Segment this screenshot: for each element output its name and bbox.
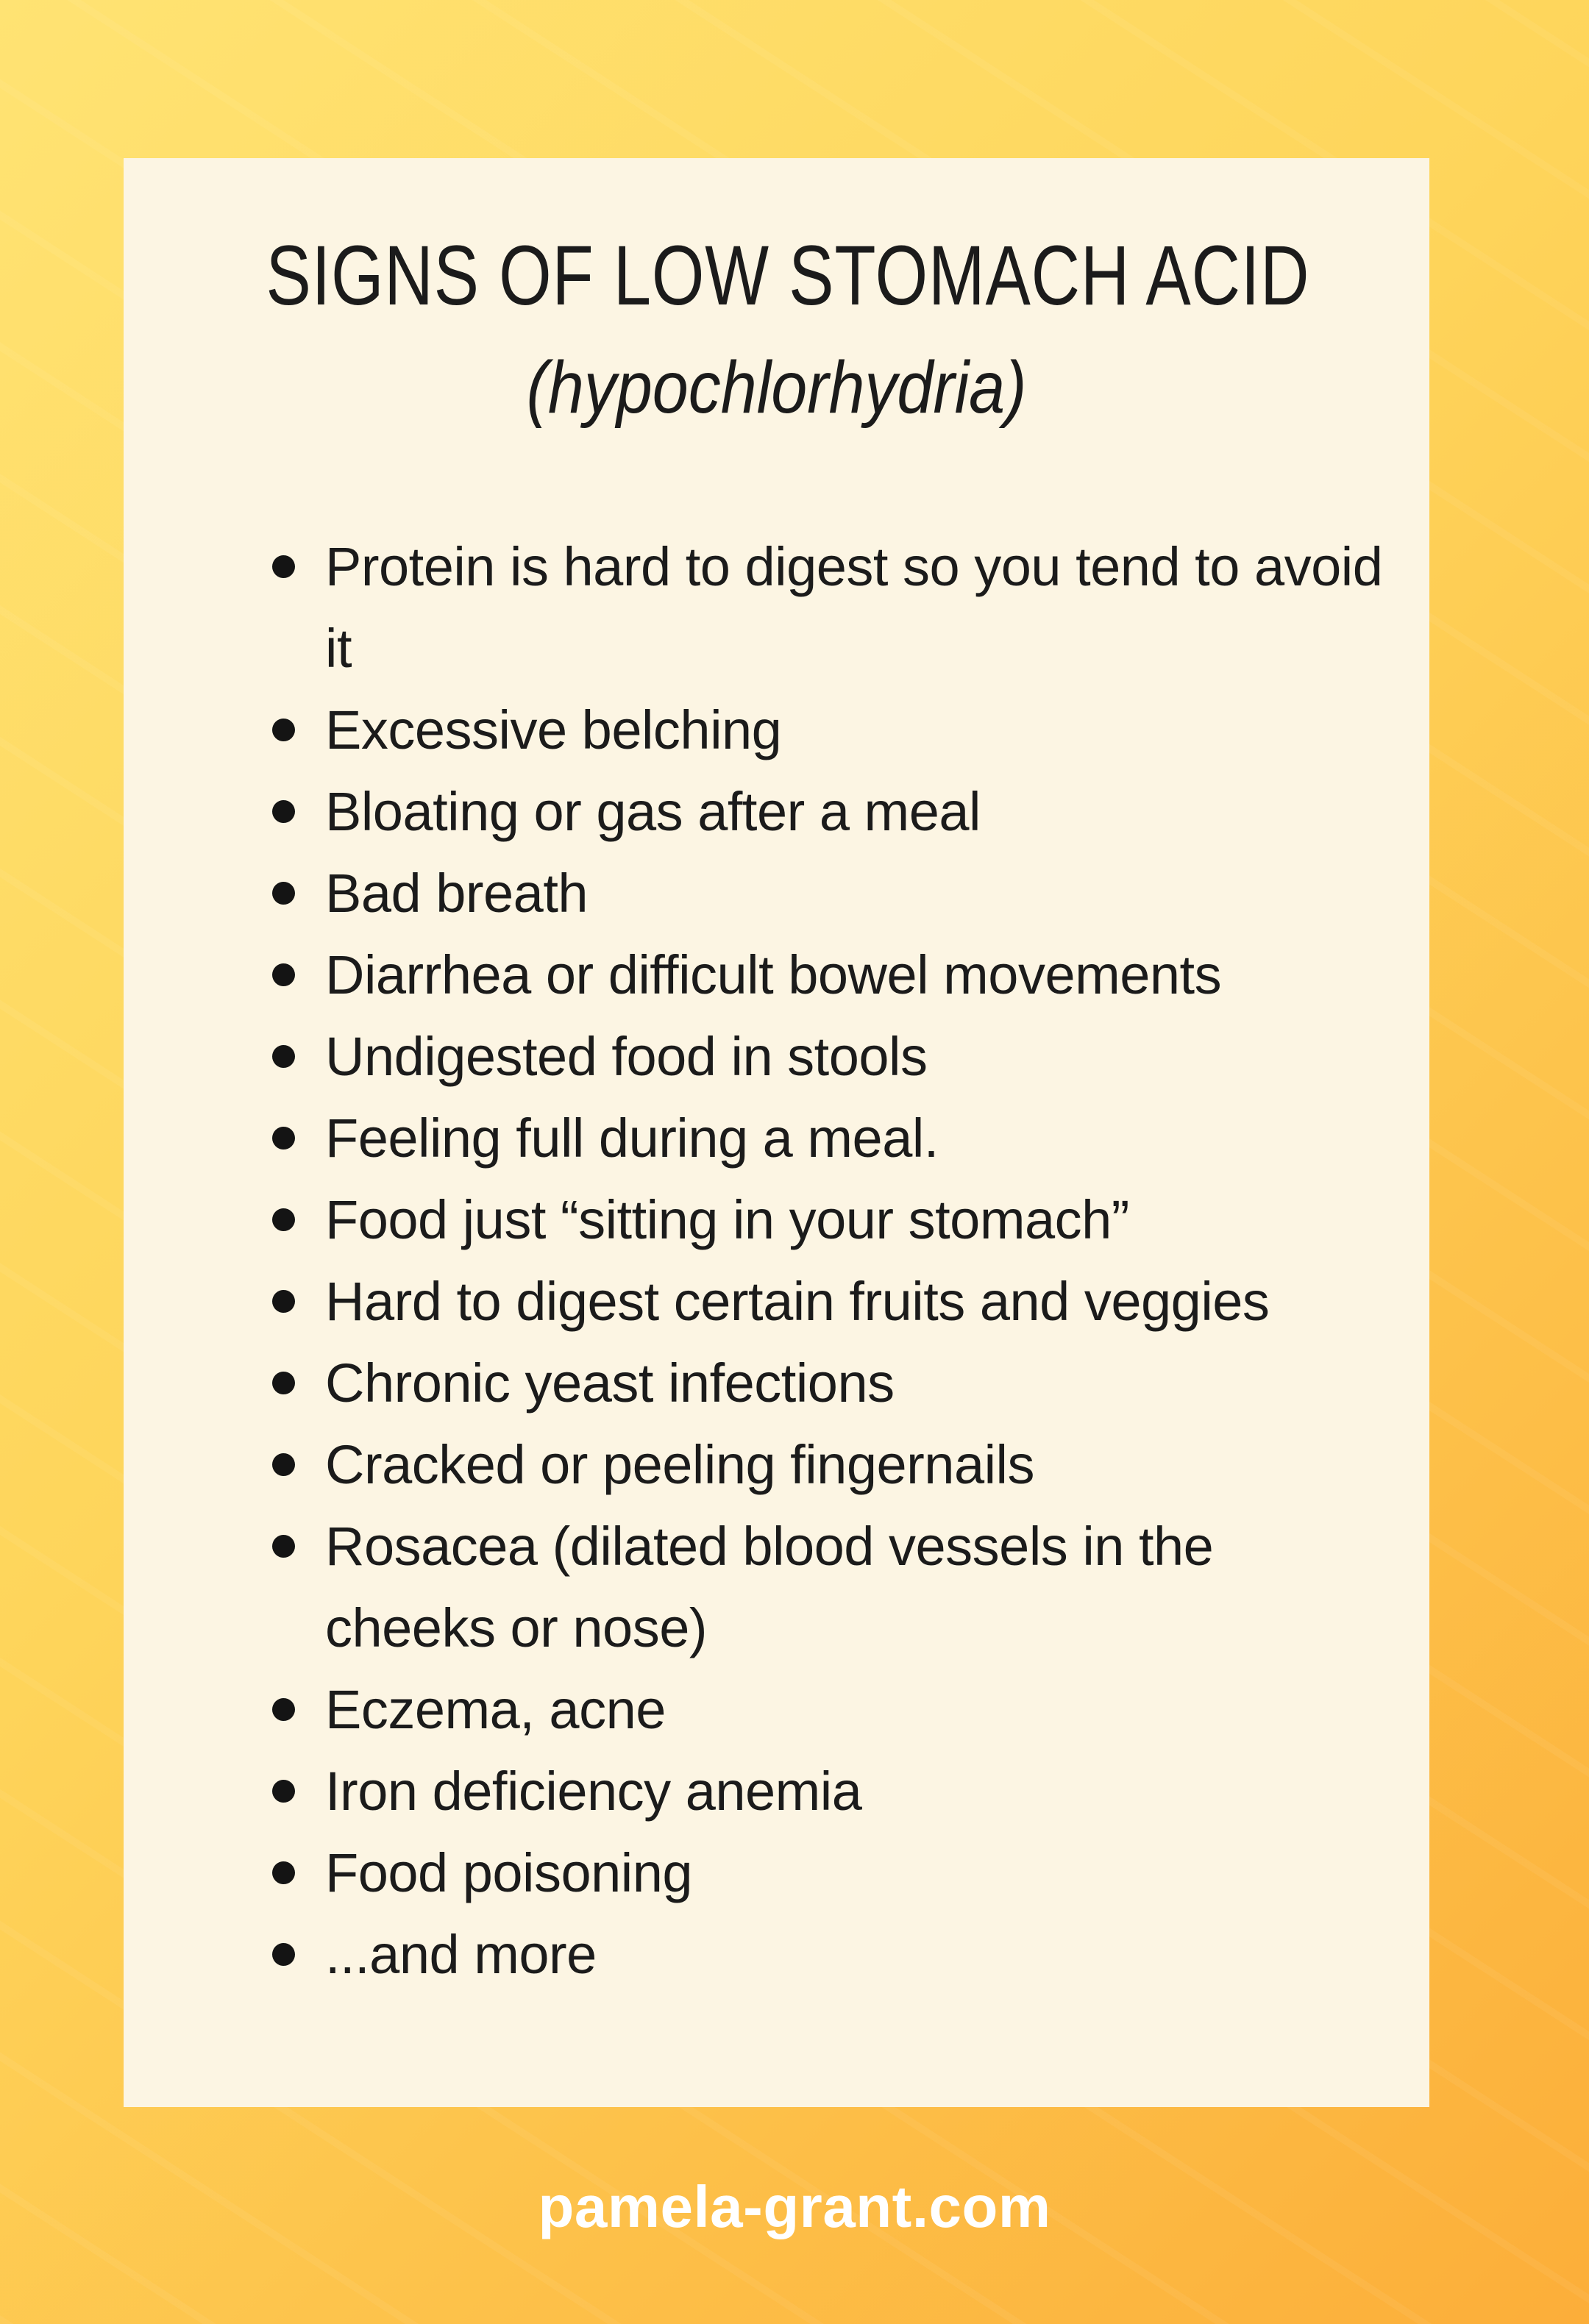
list-item-text: Undigested food in stools: [325, 1026, 928, 1087]
list-item-text: Diarrhea or difficult bowel movements: [325, 944, 1222, 1005]
footer-url: pamela-grant.com: [538, 2174, 1051, 2239]
bullet-icon: [272, 1535, 295, 1558]
bullet-icon: [272, 800, 295, 823]
list-item-text: Cracked or peeling fingernails: [325, 1434, 1034, 1495]
list-item-text: Eczema, acne: [325, 1679, 666, 1740]
poster-card: [124, 158, 1429, 2107]
bullet-icon: [272, 1943, 295, 1966]
bullet-icon: [272, 1127, 295, 1149]
list-item-text: Protein is hard to digest so you tend to avoid it: [325, 536, 1383, 679]
bullet-icon: [272, 719, 295, 741]
list-item-text: Hard to digest certain fruits and veggies: [325, 1271, 1270, 1332]
list-item: [325, 1016, 1394, 1097]
list-item: [325, 1505, 1394, 1669]
list-item-text: Excessive belching: [325, 699, 782, 760]
list-item: [325, 1342, 1394, 1424]
list-item-text: Food poisoning: [325, 1842, 693, 1903]
bullet-icon: [272, 1208, 295, 1231]
list-item: [325, 1914, 1394, 1995]
bullet-icon: [272, 1861, 295, 1884]
list-item: [325, 1179, 1394, 1261]
list-item: [325, 1097, 1394, 1179]
symptom-list: [124, 526, 1429, 1995]
list-item: [325, 526, 1394, 689]
list-item: [325, 689, 1394, 771]
list-item: [325, 1424, 1394, 1505]
list-item: [325, 1669, 1394, 1750]
bullet-icon: [272, 1698, 295, 1721]
list-item-text: Bloating or gas after a meal: [325, 781, 981, 842]
list-item: [325, 1750, 1394, 1832]
bullet-icon: [272, 555, 295, 578]
bullet-icon: [272, 963, 295, 986]
bullet-icon: [272, 1290, 295, 1313]
list-item-text: Bad breath: [325, 863, 589, 924]
list-item: [325, 934, 1394, 1016]
bullet-icon: [272, 1372, 295, 1394]
bullet-icon: [272, 1045, 295, 1068]
list-item-text: ...and more: [325, 1924, 597, 1985]
list-item: [325, 852, 1394, 934]
list-item: [325, 1832, 1394, 1914]
bullet-icon: [272, 1780, 295, 1803]
list-item: [325, 771, 1394, 852]
list-item: [325, 1261, 1394, 1342]
page-title: SIGNS OF LOW STOMACH ACID: [266, 229, 1310, 323]
bullet-icon: [272, 882, 295, 905]
list-item-text: Chronic yeast infections: [325, 1352, 895, 1414]
list-item-text: Food just “sitting in your stomach”: [325, 1189, 1129, 1250]
list-item-text: Feeling full during a meal.: [325, 1108, 939, 1169]
bullet-icon: [272, 1453, 295, 1476]
list-item-text: Rosacea (dilated blood vessels in the cheeks or nose): [325, 1516, 1214, 1658]
page-subtitle: (hypochlorhydria): [526, 346, 1027, 429]
list-item-text: Iron deficiency anemia: [325, 1761, 862, 1822]
